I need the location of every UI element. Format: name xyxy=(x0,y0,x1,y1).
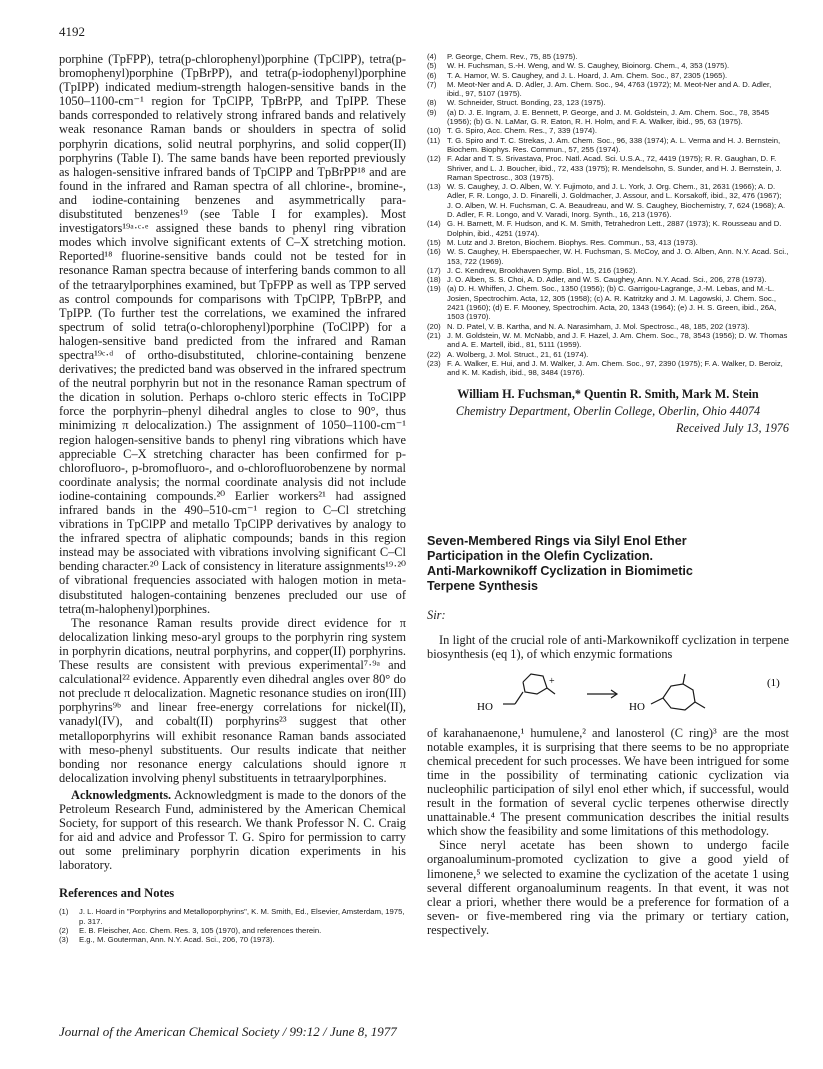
reference-text: M. Meot-Ner and A. D. Adler, J. Am. Chem. Soc., 94, 4763 (1972); M. Meot-Ner and A. D. Adler, ibid., 97, 5107 (1975). xyxy=(447,79,772,99)
reference-item xyxy=(427,219,789,238)
reference-text: E.g., M. Gouterman, Ann. N.Y. Acad. Sci., 206, 70 (1973). xyxy=(79,935,275,945)
salutation: Sir: xyxy=(427,608,446,623)
reference-item xyxy=(427,238,789,247)
right-body-text-continued xyxy=(427,726,789,937)
page-number: 4192 xyxy=(59,24,85,39)
reference-number: (10) xyxy=(427,126,441,136)
reference-number: (17) xyxy=(427,265,441,275)
reference-text: P. George, Chem. Rev., 75, 85 (1975). xyxy=(447,52,578,61)
reference-text: J. C. Kendrew, Brookhaven Symp. Biol., 15, 216 (1962). xyxy=(447,265,638,275)
article-title xyxy=(427,534,789,594)
right-methyl-bond xyxy=(695,702,705,708)
reference-text: T. G. Spiro, Acc. Chem. Res., 7, 339 (1974). xyxy=(447,126,597,136)
reference-number: (12) xyxy=(427,154,441,164)
acknowledgment-text: Acknowledgment is made to the donors of the Petroleum Research Fund, administered by the American Chemical Society, for support of this research. We thank Professor N. C. Craig for aid and advice and Professor T. G. Spiro for permission to carry out some preliminary porphyrin dication experiments in his laboratory. xyxy=(59,787,406,873)
author-list: William H. Fuchsman,* Quentin R. Smith, Mark M. Stein xyxy=(457,387,759,402)
reference-item xyxy=(427,98,789,107)
affiliation: Chemistry Department, Oberlin College, Oberlin, Ohio 44074 xyxy=(455,404,761,419)
reference-text: T. A. Hamor, W. S. Caughey, and J. L. Hoard, J. Am. Chem. Soc., 87, 2305 (1965). xyxy=(447,70,728,80)
reference-text: E. B. Fleischer, Acc. Chem. Res. 3, 105 (1970), and references therein. xyxy=(79,926,322,936)
reference-text: M. Lutz and J. Breton, Biochem. Biophys. Res. Commun., 53, 413 (1973). xyxy=(447,237,698,247)
reference-item xyxy=(427,331,789,350)
right-substituent-bond xyxy=(651,698,663,704)
left-body-text xyxy=(59,52,406,872)
scheme-right-label: HO xyxy=(629,700,645,713)
reference-number: (23) xyxy=(427,358,441,368)
reference-text: G. H. Barnett, M. F. Hudson, and K. M. Smith, Tetrahedron Lett., 2887 (1973); K. Rousseau and D. Dolphin, ibid., 4251 (1974). xyxy=(447,219,782,238)
article-title-line: Terpene Synthesis xyxy=(427,579,539,594)
reference-number: (20) xyxy=(427,321,441,331)
left-ring-bond xyxy=(523,674,547,694)
received-date: Received July 13, 1976 xyxy=(675,421,789,436)
reference-number: (15) xyxy=(427,237,441,247)
reference-list xyxy=(59,907,406,944)
reference-text: F. Adar and T. S. Srivastava, Proc. Natl. Acad. Sci. U.S.A., 72, 4419 (1975); R. R. Gaughan, D. F. Shriver, and L. J. Boucher, ibid., 72, 433 (1975); R. Mendelsohn, S. Sunder, and H. J. Bernstein, J. Raman Spectrosc., 303 (1975). xyxy=(447,154,782,182)
reference-item xyxy=(427,322,789,331)
paragraph: Since neryl acetate has been shown to undergo facile organoaluminum-promoted cyclization to give a good yield of limonene,⁵ we selected to examine the cyclization of the acetate 1 using several different organoaluminum reagents. In that event, it was not clear a priori, whether there would be a preference for formation of a seven- or five-membered ring via the primary or tertiary cation, respectively. xyxy=(427,838,789,937)
reference-item xyxy=(427,61,789,70)
article-title-line: Anti-Markownikoff Cyclization in Biomimetic xyxy=(427,564,693,579)
reference-number: (4) xyxy=(427,52,437,61)
reference-text: J. M. Goldstein, W. M. McNabb, and J. F. Hazel, J. Am. Chem. Soc., 78, 3543 (1956); D. W. Thomas and A. E. Martell, ibid., 81, 5111 (1959). xyxy=(447,330,788,350)
reference-item xyxy=(427,247,789,266)
paragraph: The resonance Raman results provide direct evidence for π delocalization linking meso-aryl groups to the porphyrin ring system in porphyrin dications, neutral porphyrins, and copper(II) porphyrins. These results are consistent with previous experimental⁷·⁹ᵃ and calculational²² evidence. Apparently even dihedral angles over 80° do not preclude π delocalization. Magnetic resonance studies on iron(III) porphyrins⁹ᵇ and linear free-energy correlations for nickel(II), vanadyl(IV), and cobalt(II) porphyrins²³ suggest that other metalloporphyrins will exhibit resonance Raman bands associated with meso-phenyl substituents. Our results indicate that neither bonding nor resonance energy calculations should ignore π delocalization involving phenyl substituents in tetraarylporphines. xyxy=(59,615,406,785)
reference-number: (5) xyxy=(427,61,437,71)
right-column xyxy=(427,52,789,937)
left-methyl-bond xyxy=(547,688,555,694)
article-title-line: Participation in the Olefin Cyclization. xyxy=(427,549,654,564)
reference-text: J. L. Hoard in "Porphyrins and Metalloporphyrins", K. M. Smith, Ed., Elsevier, Amsterdam, 1975, p. 317. xyxy=(79,907,405,926)
reference-item xyxy=(427,359,789,378)
reference-item xyxy=(427,108,789,127)
reference-list-continued xyxy=(427,52,789,377)
reference-text: (a) D. J. E. Ingram, J. E. Bennett, P. George, and J. M. Goldstein, J. Am. Chem. Soc., 78, 3545 (1956); (b) G. N. LaMar, G. R. Eaton, R. H. Holm, and F. A. Walker, ibid., 95, 63 (1975). xyxy=(447,107,770,127)
reference-text: F. A. Walker, E. Hui, and J. M. Walker, J. Am. Chem. Soc., 97, 2390 (1975); F. A. Walker, D. Beroiz, and K. M. Kadish, ibid., 98, 3484 (1976). xyxy=(447,358,783,378)
reference-item xyxy=(427,126,789,135)
reference-number: (19) xyxy=(427,284,441,294)
reference-number: (7) xyxy=(427,79,437,89)
reference-number: (2) xyxy=(59,926,69,936)
scheme-plus-sign: + xyxy=(549,675,555,687)
reference-item xyxy=(427,284,789,321)
reference-item xyxy=(427,52,789,61)
reference-item xyxy=(427,266,789,275)
journal-footer: Journal of the American Chemical Society / 99:12 / June 8, 1977 xyxy=(59,1024,397,1039)
reference-number: (3) xyxy=(59,935,69,945)
reference-text: W. Schneider, Struct. Bonding, 23, 123 (1975). xyxy=(447,98,606,108)
reference-item xyxy=(59,935,406,944)
reference-text: J. O. Alben, S. S. Choi, A. D. Adler, and W. S. Caughey, Ann. N.Y. Acad. Sci., 206, 278 (1973). xyxy=(447,275,767,285)
scheme-left-label: HO xyxy=(477,700,493,713)
reference-number: (13) xyxy=(427,182,441,192)
reference-text: (a) D. H. Whiffen, J. Chem. Soc., 1350 (1956); (b) C. Garrigou-Lagrange, J.-M. Lebas, and M.-L. Josien, Spectrochim. Acta, 12, 305 (1958); (c) A. R. Katritzky and J. M. Lagowski, J. Chem. Soc., 2421 (1960); (d) E. F. Mooney, Spectrochim. Acta, 20, 1343 (1964); (e) J. H. S. Green, ibid., 26A, 1503 (1970). xyxy=(447,284,777,322)
reference-item xyxy=(427,350,789,359)
reference-text: A. Wolberg, J. Mol. Struct., 21, 61 (1974). xyxy=(447,349,589,359)
reference-number: (21) xyxy=(427,330,441,340)
reaction-scheme xyxy=(427,664,789,722)
left-chain-bond xyxy=(515,692,523,704)
reference-item xyxy=(427,80,789,99)
reference-item xyxy=(427,275,789,284)
reference-text: W. H. Fuchsman, S.-H. Weng, and W. S. Caughey, Bioinorg. Chem., 4, 353 (1975). xyxy=(447,61,730,71)
reference-item xyxy=(427,154,789,182)
reference-number: (9) xyxy=(427,107,437,117)
reference-number: (18) xyxy=(427,275,441,285)
reference-item xyxy=(427,182,789,219)
reference-number: (14) xyxy=(427,219,441,229)
article-title-line: Seven-Membered Rings via Silyl Enol Ether xyxy=(427,534,687,549)
reference-text: W. S. Caughey, J. O. Alben, W. Y. Fujimoto, and J. L. York, J. Org. Chem., 31, 2631 (1966); A. D. Adler, F. R. Longo, J. D. Finarelli, J. Goldmacher, J. Assour, and L. Korsakoff, ibid., 32, 476 (1967); J. O. Alben, W. H. Fuchsman, C. A. Beaudreau, and W. S. Caughey, Biochemistry, 7, 624 (1968); A. D. Adler, F. R. Longo, and V. Varadi, Inorg. Synth., 16, 213 (1976). xyxy=(447,182,786,220)
references-heading: References and Notes xyxy=(59,886,175,901)
right-ring-bond xyxy=(663,684,695,710)
reference-number: (6) xyxy=(427,70,437,80)
reference-number: (16) xyxy=(427,247,441,257)
paragraph: of karahanaenone,¹ humulene,² and lanosterol (C ring)³ are the most notable examples, it is surprising that there seems to be no appropriate chemical precedent for such processes. We have been intrigued for some time in the possibility of terminating cationic cyclization via nucleophilic participation of silyl enol ether which, if successful, would result in the formation of several cyclic terpenes otherwise directly unattainable.⁴ The present communication describes the initial results which show the feasibility and some limitations of this methodology. xyxy=(427,725,789,839)
reference-item xyxy=(427,71,789,80)
equation-number: (1) xyxy=(767,676,780,689)
reaction-scheme-drawing xyxy=(427,664,789,722)
reference-text: N. D. Patel, V. B. Kartha, and N. A. Narasimham, J. Mol. Spectrosc., 48, 185, 202 (1973). xyxy=(447,321,750,331)
right-body-text xyxy=(427,633,789,661)
reference-number: (11) xyxy=(427,135,441,145)
right-methyl-bond xyxy=(683,674,685,684)
reference-text: W. S. Caughey, H. Eberspaecher, W. H. Fuchsman, S. McCoy, and J. O. Alben, Ann. N.Y. Acad. Sci., 153, 722 (1969). xyxy=(447,247,789,266)
reference-number: (8) xyxy=(427,98,437,108)
acknowledgment-paragraph xyxy=(59,788,406,873)
reference-number: (22) xyxy=(427,349,441,359)
reference-item xyxy=(59,907,406,926)
reference-number: (1) xyxy=(59,907,69,917)
reference-text: T. G. Spiro and T. C. Strekas, J. Am. Chem. Soc., 96, 338 (1974); A. L. Verma and H. J. Bernstein, Biochem. Biophys. Res. Commun., 57, 255 (1974). xyxy=(447,135,781,154)
intro-paragraph: In light of the crucial role of anti-Markownikoff cyclization in terpene biosynthesis (eq 1), of which enzymic formations xyxy=(427,633,789,662)
reference-item xyxy=(59,926,406,935)
acknowledgment-label: Acknowledgments. xyxy=(71,787,172,802)
left-column xyxy=(59,52,406,945)
reference-item xyxy=(427,136,789,155)
paragraph: porphine (TpFPP), tetra(p-chlorophenyl)porphine (TpClPP), tetra(p-bromophenyl)porphine (TpBrPP), and tetra(p-iodophenyl)porphine (TpIPP) indicated medium-strength halogen-sensitive bands in the 1050–1100-cm⁻¹ region for TpClPP, TpBrPP, and TpIPP. These bands corresponded to relatively strong infrared bands and relatively weak resonance Raman bands or shoulders in spectra of solid porphyrin dications, solid neutral porphyrins, and solid copper(II) porphyrins (Table I). The same bands have been reported previously as halogen-sensitive infrared bands of TpClPP and TpBrPP¹⁸ and are found in the infrared and Raman spectra of all chlorine-, bromine-, and iodine-containing benzenes and asymmetrically para-disubstituted benzenes¹⁹ (see Table I for examples). Most investigators¹⁹ᵃ·ᶜ·ᵉ assigned these bands to phenyl ring vibration modes which involve significant extents of C–X stretching motion. Reported¹⁸ fluorine-sensitive bands could not be tested for in resonance Raman spectra because of interfering bands common to all of the tetraarylporphines examined, but TpFPP as well as TPP served as control compounds for comparisons with TpClPP, TpBrPP, and TpIPP. (To further test the correlations, we examined the infrared spectrum of solid tetra(o-chlorophenyl)porphine (ToClPP) for a halogen-sensitive band predicted from the infrared and Raman spectra¹⁹ᶜ·ᵈ of ortho-disubstituted, chlorine-containing benzene derivatives; the predicted band was observed in the infrared spectrum of the neutral porphyrin but not in the resonance Raman spectrum of the dication in solution. Perhaps o-chloro steric effects in ToClPP force the porphyrin–phenyl dihedral angles to close to 90°, thus minimizing π delocalization.) The assignment of 1050–1100-cm⁻¹ region halogen-sensitive bands to phenyl ring vibrations which have appreciable C–X stretching character has been confirmed for p-chlorofluoro-, p-bromofluoro-, and o-chlorofluorobenzene by normal coordinate analysis; the normal coordinate analysis did not include iodine-containing compounds.²⁰ Earlier workers²¹ had assigned infrared bands in the 490–510-cm⁻¹ region to C–Cl stretching vibrations in TpClPP and metallo TpClPP derivatives by analogy to the infrared spectra of aliphatic compounds; bands in this region instead may be associated with vibrations involving significant C–Cl bending character.²⁰ Lack of consistency in literature assignments¹⁹·²⁰ of vibrational frequencies associated with halogen motion in meta-disubstituted halogen-containing benzenes precluded our use of tetra(m-halophenyl)porphines. xyxy=(59,52,406,616)
